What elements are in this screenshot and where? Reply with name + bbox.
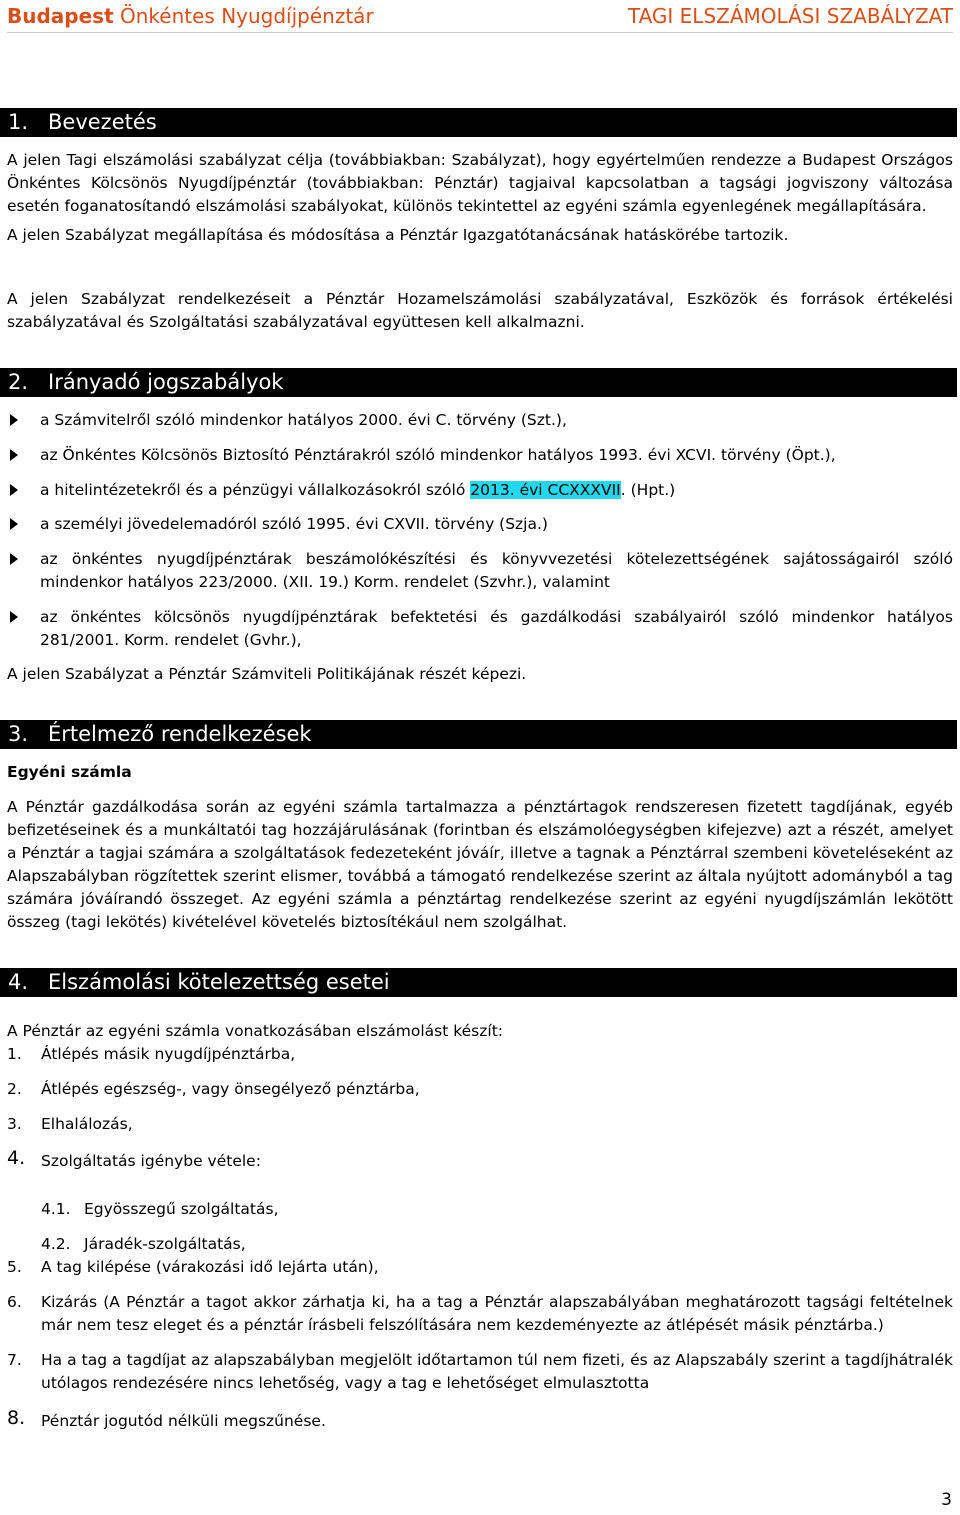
intro-paragraph-3: A jelen Szabályzat rendelkezéseit a Pénztár Hozamelszámolási szabályzatával, Eszközök és források értékelési szabályzatával és Szolgáltatási szabályzatával együttesen kell alkalmazni. <box>7 290 953 331</box>
cases-intro: A Pénztár az egyéni számla vonatkozásában elszámolást készít: <box>7 1022 503 1040</box>
section-heading-1: 1. Bevezetés <box>0 108 957 137</box>
bullet-triangle-icon <box>10 553 18 565</box>
intro-paragraph-2: A jelen Szabályzat megállapítása és módosítása a Pénztár Igazgatótanácsának hatáskörébe tartozik. <box>7 226 789 244</box>
bullet-triangle-icon <box>10 611 18 623</box>
section-heading-3: 3. Értelmező rendelkezések <box>0 720 957 749</box>
definition-term: Egyéni számla <box>7 763 132 781</box>
bullet-triangle-icon <box>10 518 18 530</box>
section-heading-4: 4. Elszámolási kötelezettség esetei <box>0 968 957 997</box>
bullet-triangle-icon <box>10 484 18 496</box>
bullet-triangle-icon <box>10 414 18 426</box>
brand-name: Budapest Önkéntes Nyugdíjpénztár <box>7 4 374 28</box>
laws-closing: A jelen Szabályzat a Pénztár Számviteli Politikájának részét képezi. <box>7 665 527 683</box>
intro-paragraph-1: A jelen Tagi elszámolási szabályzat célja (továbbiakban: Szabályzat), hogy egyértelműen rendezze a Budapest Országos Önkéntes Kölcsönös Nyugdíjpénztár (továbbiakban: Pénztár) tagjaival kapcsolatban a tagsági jogviszony változása esetén foganatosítandó elszámolási szabályokat, különös tekintettel az egyéni számla egyenlegének megállapítására. <box>7 151 953 215</box>
definition-text: A Pénztár gazdálkodása során az egyéni számla tartalmazza a pénztártagok rendszeresen fizetett tagdíjának, egyéb befizetéseinek és a munkáltatói tag hozzájárulásának (forintban és elszámolóegységben kifejezve) azt a részét, amelyet a Pénztár a tagjai számára a szolgáltatások fedezeteként jóváír, illetve a tagnak a Pénztárral szembeni követeléseként az Alapszabályban rögzítettek szerint elismer, továbbá a támogató rendelkezése szerint az általa nyújtott adományból a tag számára jóváírandó összeget. Az egyéni számla a pénztártag rendelkezése szerint az egyéni nyugdíjszámlán lekötött összeg (tagi lekötés) kivételével követelés biztosítékául nem szolgálhat. <box>7 798 953 931</box>
header-divider <box>7 32 953 33</box>
highlighted-text: 2013. évi CCXXXVII <box>470 481 621 499</box>
page-number: 3 <box>941 1490 952 1510</box>
section-heading-2: 2. Irányadó jogszabályok <box>0 368 957 397</box>
document-title: TAGI ELSZÁMOLÁSI SZABÁLYZAT <box>627 4 953 28</box>
bullet-triangle-icon <box>10 449 18 461</box>
